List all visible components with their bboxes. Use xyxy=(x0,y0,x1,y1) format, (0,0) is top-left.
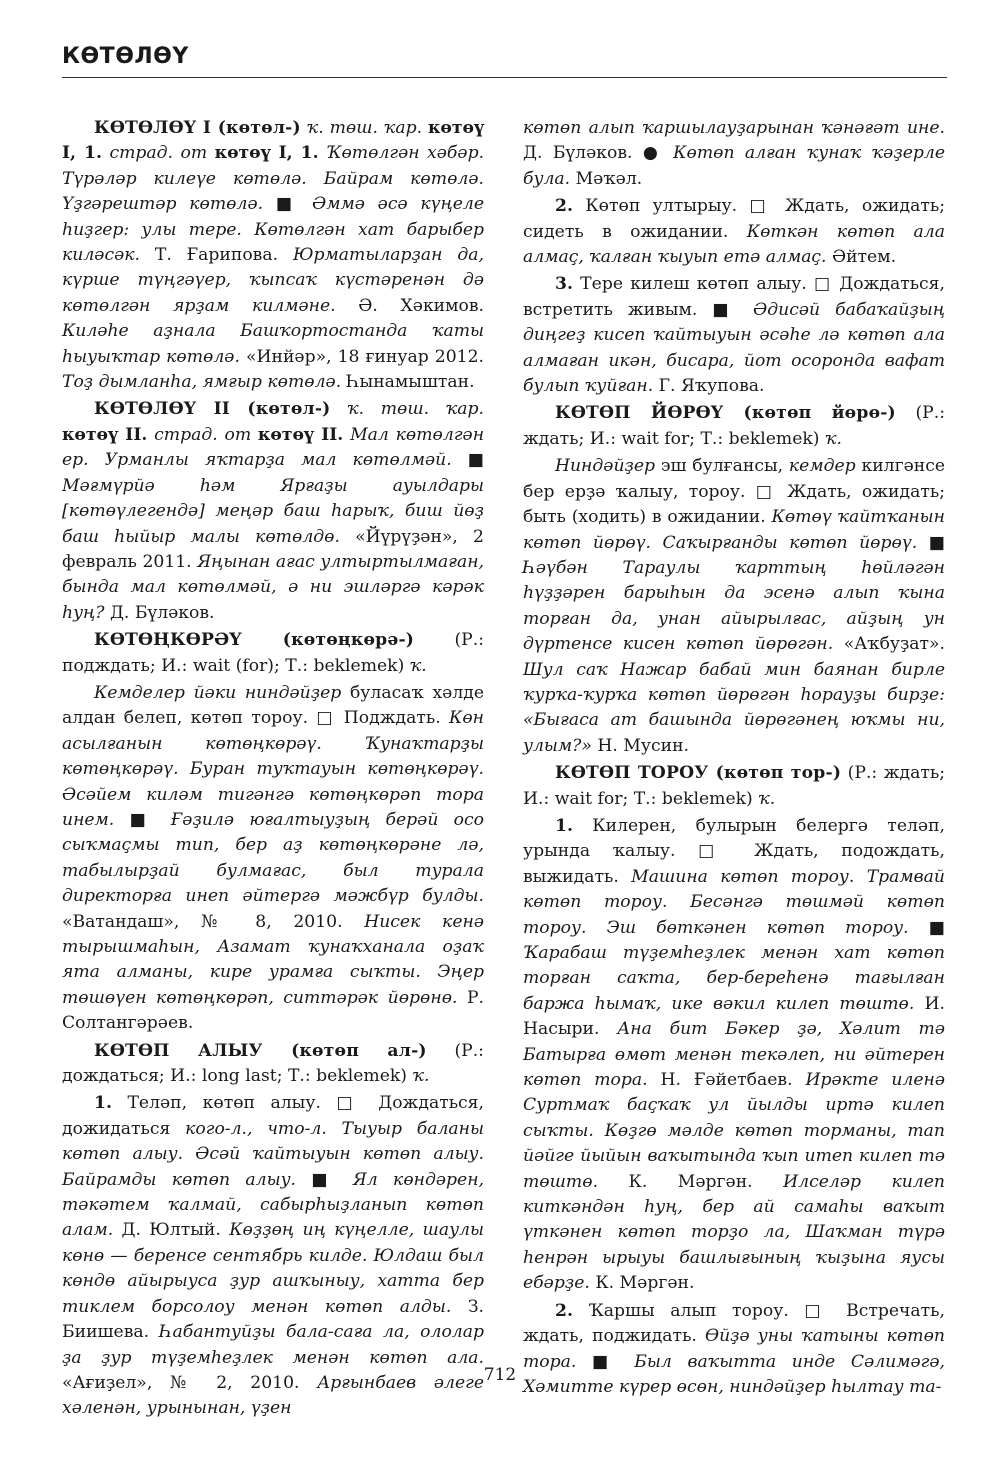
entry-kotop-alyu-sense-1-cont: көтөп алып ҡаршылауҙарынан ҡәнәғәт ине. Д. Бүләков. ● Көтөп алған ҡунаҡ ҡәҙерле була. Мәҡәл. xyxy=(523,118,945,189)
page-title: КӨТӨЛӨҮ xyxy=(62,44,189,69)
left-column xyxy=(62,116,484,1424)
entry-kotoloy-1: КӨТӨЛӨҮ I (көтөл-) ҡ. төш. ҡар. көтөү I, 1. страд. от көтөү I, 1. Ҡөтөлгән хәбәр. Түрәләр килеүе көтөлә. Байрам көтөлә. Үҙгәрештәр көтөлә. ■ Әммә әсә күңеле һиҙгер: улы тере. Көтөлгән хат барыбер киләсәк. Т. Ғарипова. Юрматыларҙан да, күрше түңгәүер, ҡыпсаҡ күстәренән дә көтөлгән ярҙам килмәне. Ә. Хәкимов. Киләһе аҙнала Башҡортостанда ҡаты һыуыҡтар көтөлә. «Инйәр», 18 ғинуар 2012. Тоҙ дымланһа, ямғыр көтөлә. Һынамыштан. xyxy=(62,118,485,393)
entry-kotop-toroy-head: КӨТӨП ТОРОУ (көтөп тор-) (Р.: ждать; И.: wait for; Т.: beklemek) ҡ. xyxy=(523,763,945,809)
entry-kotonkoray-head: КӨТӨҢКӨРӘҮ (көтөңкөрә-) (Р.: подждать; И.: wait (for); Т.: beklemek) ҡ. xyxy=(62,630,484,676)
entry-kotop-alyu-sense-1: 1. Теләп, көтөп алыу. □ Дождаться, дожидаться кого-л., что-л. Тыуыр баланы көтөп алыу. Әсәй ҡайтыуын көтөп алыу. Байрамды көтөп алыу. ■ Ял көндәрен, тәкәтем ҡалмай, сабырһыҙланып көтөп алам. Д. Юлтый. Көҙҙөң иң күңелле, шаулы көнө — беренсе сентябрь килде. Юлдаш был көндө айырыуса ҙур ашҡыныу, хатта бер тиклем борсолоу менән көтөп алды. З. Биишева. Һабантуйҙы бала-саға ла, ололар ҙа ҙур түҙемһеҙлек менән көтөп ала. «Ағиҙел», № 2, 2010. Арғынбаев әлеге хәленән, урынынан, үҙен xyxy=(62,1093,485,1419)
entry-kotop-alyu-head: КӨТӨП АЛЫУ (көтөп ал-) (Р.: дождаться; И.: long last; Т.: beklemek) ҡ. xyxy=(62,1040,484,1087)
page-number: 712 xyxy=(483,1365,517,1385)
entry-kotop-yoroy-head: КӨТӨП ЙӨРӨҮ (көтөп йөрө-) (Р.: ждать; И.: wait for; Т.: beklemek) ҡ. xyxy=(523,403,945,449)
entry-kotop-toroy-sense-2: 2. Ҡаршы алып тороу. □ Встречать, ждать, поджидать. Өйҙә уны ҡатыны көтөп тора. ■ Был ваҡытта инде Сәлимәгә, Хәмитте күрер өсөн, ниндәйҙер һылтау та- xyxy=(523,1300,945,1397)
entry-kotop-toroy-sense-1: 1. Килерен, булырын белергә теләп, урында ҡалыу. □ Ждать, подождать, выжидать. Машина көтөп тороу. Трамвай көтөп тороу. Бесәнгә төшмәй көтөп тороу. Эш бөткәнен көтөп тороу. ■ Ҡарабаш түҙемһеҙлек менән хат көтөп торған саҡта, бер-береһенә тағылған баржа һымаҡ, ике вәкил килеп төштө. И. Насыри. Ана бит Бәкер ҙә, Хәлит тә Батырға өмөт менән текәлеп, ни әйтерен көтөп тора. Н. Ғәйетбаев. Ирәкте иленә Суртмаҡ баҫҡаҡ ул йылды иртә килеп сыҡты. Көҙгө мәлде көтөп торманы, тап йәйге йыйын ваҡытында ҡып итеп килеп тә төштө. К. Мәргән. Илселәр килеп киткәндән һуң, бер ай самаһы ваҡыт үткәнен көтөп торҙо ла, Шаҡман түрә һенрән ырыуы башлығының ҡыҙына яусы ебәрҙе. К. Мәргән. xyxy=(523,815,945,1294)
entry-kotop-alyu-sense-3: 3. Тере килеш көтөп алыу. □ Дождаться, встретить живым. ■ Әдисәй бабаҡайҙың диңгеҙ кисеп ҡайтыуын әсәһе лә көтөп ала алмаған икән, бисара, йот осоронда вафат булып ҡуйған. Г. Яҡупова. xyxy=(523,274,945,397)
entry-kotoloy-2: КӨТӨЛӨҮ II (көтөл-) ҡ. төш. ҡар. көтөү II. страд. от көтөү II. Мал көтөлгән ер. Урманлы яҡтарҙа мал көтөлмәй. ■ Мәғмүрйә һәм Ярғаҙы ауылдары [көтөүлегендә] меңәр баш һарыҡ, биш йөҙ баш һыйыр малы көтөлдө. «Йүрүҙән», 2 февраль 2011. Яңынан ағас ултыртылмаған, бында мал көтөлмәй, ә ни эшләргә кәрәк һуң? Д. Бүләков. xyxy=(62,399,485,623)
entry-kotonkoray-def: Кемделер йәки ниндәйҙер буласаҡ хәлде алдан белеп, көтөп тороу. □ Подждать. Көн асылғанын көтөңкөрәү. Ҡунаҡтарҙы көтөңкөрәү. Буран туҡтауын көтөңкөрәү. Әсәйем киләм тигәнгә көтөңкөрәп тора инем. ■ Ғәҙилә юғалтыуҙың берәй осо сыҡмаҫмы тип, бер аҙ көтөңкөрәне лә, табылырҙай булмағас, был турала директорға инеп әйтергә мәжбүр булды. «Ватандаш», № 8, 2010. Нисек кенә тырышмаһын, Азамат ҡунаҡханала оҙаҡ ята алманы, кире урамға сыҡты. Эңер төшөүен көтөңкөрәп, ситтәрәк йөрөнө. Р. Солтангәрәев. xyxy=(62,682,485,1034)
header-rule xyxy=(62,77,947,78)
right-column xyxy=(523,116,945,1402)
entry-kotop-yoroy-def: Ниндәйҙер эш булғансы, кемдер килгәнсе бер ерҙә ҡалыу, тороу. □ Ждать, ожидать; быть (ходить) в ожидании. Көтөү ҡайтҡанын көтөп йөрөү. Саҡырғанды көтөп йөрөү. ■ Һәүбән Тараулы ҡарттың һөйләгән һүҙҙәрен барыһын да эсенә алып ҡына торған да, унан айырылғас, айҙың ун дүртенсе кисен көтөп йөрөгән. «Аҡбуҙат». Шул саҡ Нажар бабай мин баянан бирле ҡурҡа-ҡурҡа көтөп йөрөгән һорауҙы бирҙе: «Бығаса ат башында йөрөгәнең юҡмы ни, улым?» Н. Мусин. xyxy=(523,456,946,756)
running-header xyxy=(62,44,947,78)
entry-kotop-alyu-sense-2: 2. Көтөп ултырыу. □ Ждать, ожидать; сидеть в ожидании. Көткән көтөп ала алмаҫ, ҡалған ҡыуып етә алмаҫ. Әйтем. xyxy=(523,196,945,268)
